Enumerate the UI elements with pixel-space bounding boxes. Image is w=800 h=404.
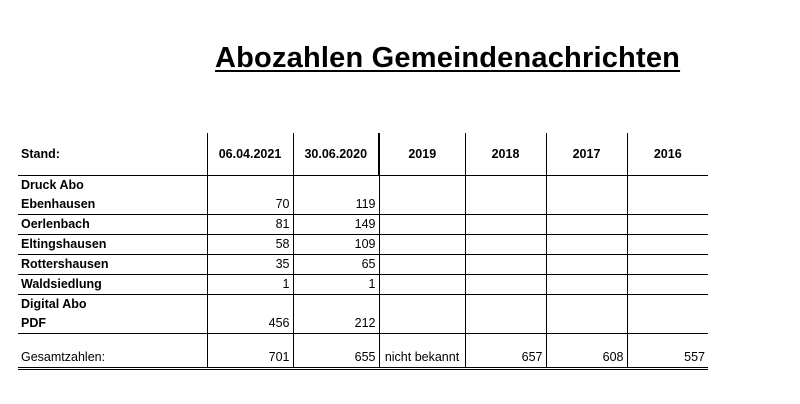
cell-2021: 70 [207, 195, 293, 215]
cell-2020: 149 [293, 215, 379, 235]
table-row [18, 215, 708, 235]
table-row [18, 235, 708, 255]
subscription-table [18, 133, 708, 370]
spacer-row [18, 334, 708, 349]
cell-2020: 119 [293, 195, 379, 215]
header-col-2018: 2018 [465, 133, 546, 176]
header-row [18, 133, 708, 176]
row-label: Oerlenbach [18, 215, 207, 235]
section-label: Druck Abo [21, 178, 84, 192]
cell-2021: 35 [207, 255, 293, 275]
table-row [18, 255, 708, 275]
header-col-2017: 2017 [546, 133, 627, 176]
header-label: Stand: [18, 133, 207, 176]
cell-2020: 65 [293, 255, 379, 275]
total-2019: nicht bekannt [379, 348, 465, 369]
header-col-2019: 2019 [379, 133, 465, 176]
totals-label: Gesamtzahlen: [18, 348, 207, 369]
totals-row [18, 348, 708, 369]
row-label: PDF [18, 314, 207, 334]
table-row [18, 275, 708, 295]
total-2017: 608 [546, 348, 627, 369]
cell-2021: 456 [207, 314, 293, 334]
cell-2020: 212 [293, 314, 379, 334]
page-title: Abozahlen Gemeindenachrichten [215, 42, 681, 74]
row-label: Eltingshausen [18, 235, 207, 255]
cell-2020: 1 [293, 275, 379, 295]
header-col-2020: 30.06.2020 [293, 133, 379, 176]
section-digital-abo [18, 295, 708, 315]
cell-2021: 58 [207, 235, 293, 255]
header-col-2021: 06.04.2021 [207, 133, 293, 176]
section-druck-abo [18, 176, 708, 196]
header-col-2016: 2016 [627, 133, 708, 176]
cell-2021: 81 [207, 215, 293, 235]
row-label: Waldsiedlung [18, 275, 207, 295]
row-label: Rottershausen [18, 255, 207, 275]
total-2020: 655 [293, 348, 379, 369]
table-row [18, 195, 708, 215]
table-row [18, 314, 708, 334]
total-2018: 657 [465, 348, 546, 369]
section-label: Digital Abo [21, 297, 87, 311]
total-2016: 557 [627, 348, 708, 369]
total-2021: 701 [207, 348, 293, 369]
row-label: Ebenhausen [18, 195, 207, 215]
cell-2020: 109 [293, 235, 379, 255]
cell-2021: 1 [207, 275, 293, 295]
